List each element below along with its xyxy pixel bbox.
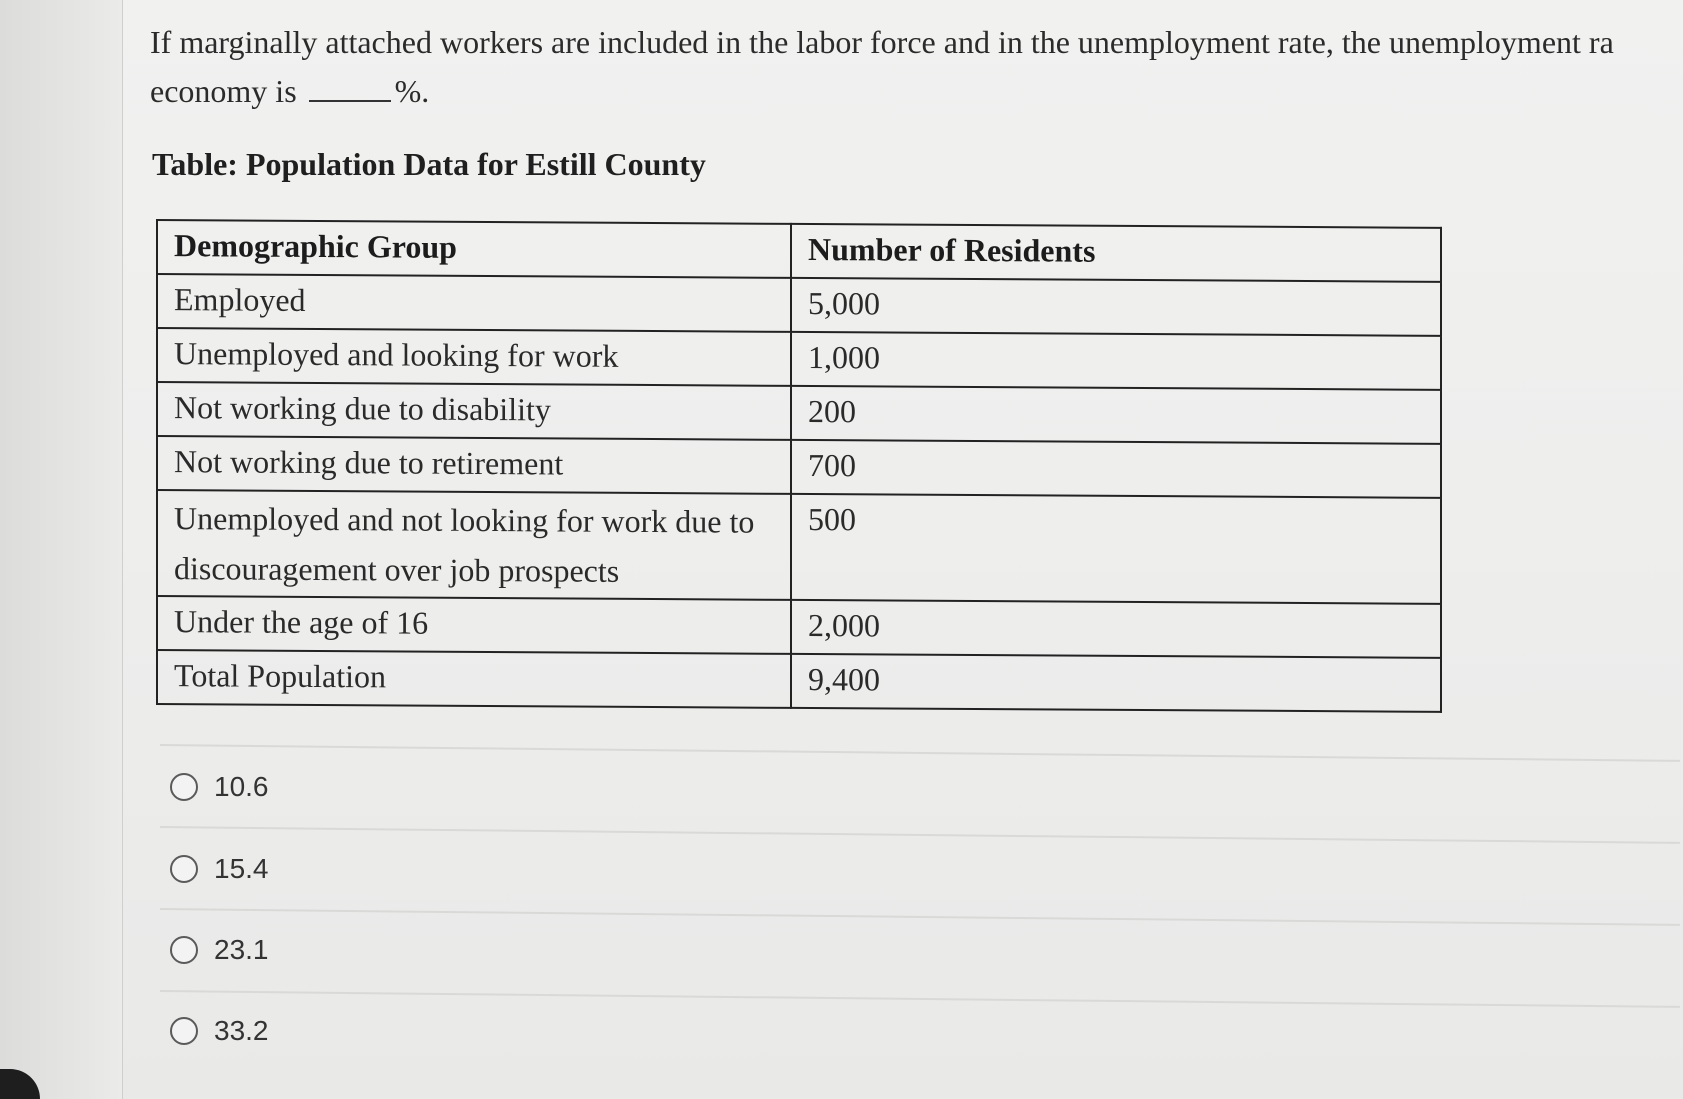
option-divider — [160, 908, 1680, 926]
row-group-line-1: Unemployed and not looking for work due to — [174, 500, 755, 540]
option-label: 23.1 — [214, 934, 269, 965]
row-group-cell — [157, 490, 791, 600]
option-divider — [160, 744, 1680, 762]
table-row — [157, 436, 1441, 498]
question-text — [150, 18, 1683, 116]
left-margin-strip — [0, 0, 123, 1099]
table-row — [157, 650, 1441, 712]
table-row — [157, 328, 1441, 390]
option-label: 33.2 — [214, 1015, 269, 1046]
option-label: 15.4 — [214, 853, 269, 884]
radio-button-icon[interactable] — [170, 1017, 198, 1045]
row-count-cell: 9,400 — [791, 654, 1441, 712]
row-group-line-2: discouragement over job prospects — [174, 550, 620, 589]
answer-blank — [309, 76, 391, 102]
option-label: 10.6 — [214, 771, 269, 802]
table-row — [157, 596, 1441, 658]
table-row — [157, 490, 1441, 604]
table-row — [157, 274, 1441, 336]
option-divider — [160, 826, 1680, 844]
row-count-cell: 2,000 — [791, 600, 1441, 658]
table-title: Table: Population Data for Estill County — [152, 146, 706, 182]
population-table — [156, 219, 1442, 713]
row-count-cell: 200 — [791, 386, 1441, 444]
answer-option[interactable] — [170, 934, 269, 966]
answer-option[interactable] — [170, 771, 269, 803]
row-group-cell: Not working due to disability — [157, 382, 791, 440]
row-count-cell: 700 — [791, 440, 1441, 498]
radio-button-icon[interactable] — [170, 936, 198, 964]
header-number-of-residents: Number of Residents — [791, 224, 1441, 282]
row-group-cell: Employed — [157, 274, 791, 332]
option-divider — [160, 990, 1680, 1008]
question-line-2-start: economy is — [150, 73, 297, 109]
row-count-cell: 500 — [791, 494, 1441, 604]
row-group-cell: Not working due to retirement — [157, 436, 791, 494]
radio-button-icon[interactable] — [170, 855, 198, 883]
radio-button-icon[interactable] — [170, 773, 198, 801]
answer-option[interactable] — [170, 853, 269, 885]
question-line-2 — [150, 67, 1683, 116]
table-row — [157, 382, 1441, 444]
question-line-2-end: %. — [394, 73, 430, 109]
header-demographic-group: Demographic Group — [157, 220, 791, 278]
table-header-row — [157, 220, 1441, 282]
row-group-cell: Total Population — [157, 650, 791, 708]
answer-option[interactable] — [170, 1015, 269, 1047]
row-group-cell: Unemployed and looking for work — [157, 328, 791, 386]
question-line-1: If marginally attached workers are included in the labor force and in the unemployment rate, the unemployment ra — [150, 24, 1614, 60]
row-count-cell: 1,000 — [791, 332, 1441, 390]
row-group-cell: Under the age of 16 — [157, 596, 791, 654]
row-count-cell: 5,000 — [791, 278, 1441, 336]
